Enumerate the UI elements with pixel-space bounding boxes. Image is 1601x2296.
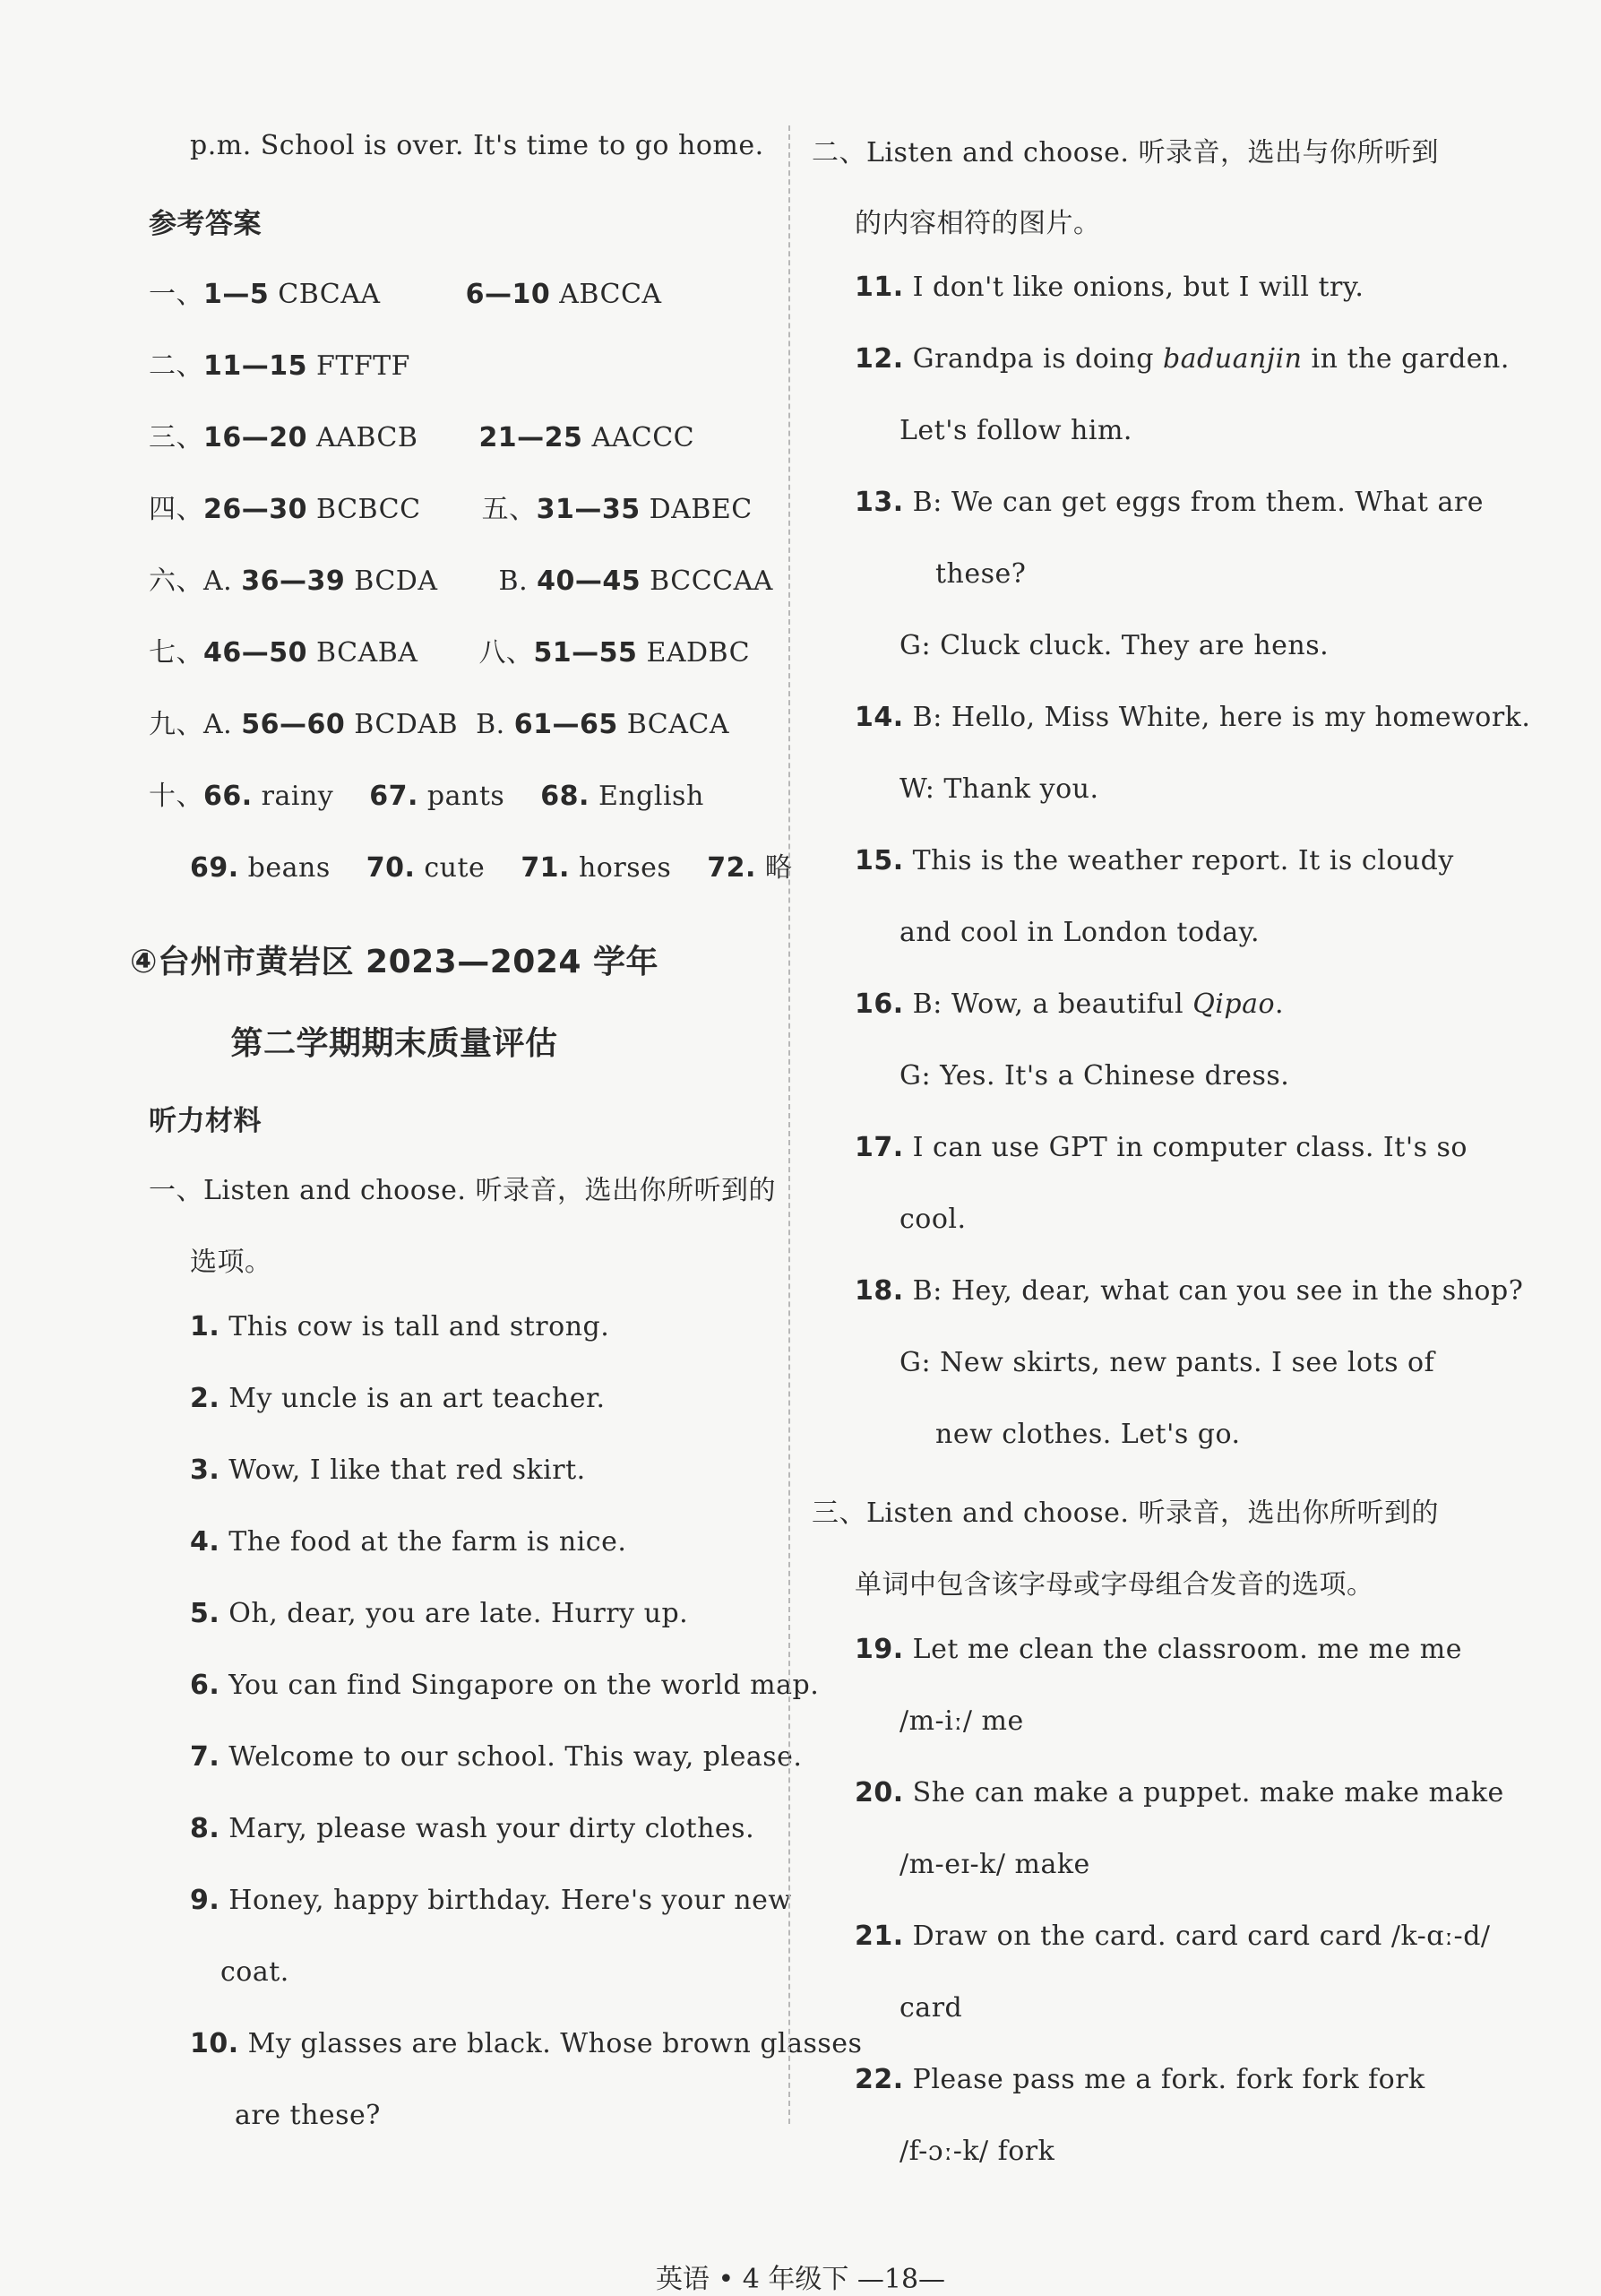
section-2-instruction-cont: 的内容相符的图片。 — [855, 208, 1101, 239]
answer-row: 七、46—50 BCABA 八、51—55 EADBC — [149, 637, 751, 669]
list-item: 15. This is the weather report. It is cloudy — [855, 845, 1454, 876]
list-item-cont: coat. — [220, 1956, 289, 1988]
list-item: 18. B: Hey, dear, what can you see in the shop? — [855, 1275, 1524, 1307]
list-item: 12. Grandpa is doing baduanjin in the garden. — [855, 343, 1510, 375]
list-item-cont: /m-iː/ me — [899, 1705, 1024, 1737]
section-1-instruction-cont: 选项。 — [190, 1247, 272, 1278]
list-item-cont: Let's follow him. — [899, 415, 1132, 446]
list-item: 6. You can find Singapore on the world map. — [190, 1670, 820, 1701]
list-item-cont: are these? — [235, 2100, 381, 2131]
list-item: 2. My uncle is an art teacher. — [190, 1383, 606, 1414]
answer-row: 四、26—30 BCBCC 五、31—35 DABEC — [149, 494, 753, 525]
list-item-cont: /m-eɪ-k/ make — [899, 1849, 1090, 1880]
list-item: 5. Oh, dear, you are late. Hurry up. — [190, 1598, 689, 1629]
list-item-cont: and cool in London today. — [899, 917, 1261, 948]
carry-over-text: p.m. School is over. It's time to go home. — [190, 130, 764, 161]
list-item: 19. Let me clean the classroom. me me me — [855, 1634, 1462, 1665]
exam-title-line-1: ④台州市黄岩区 2023—2024 学年 — [130, 944, 658, 980]
list-item: 8. Mary, please wash your dirty clothes. — [190, 1813, 755, 1844]
list-item: 16. B: Wow, a beautiful Qipao. — [855, 988, 1285, 1020]
list-item: 20. She can make a puppet. make make make — [855, 1777, 1504, 1808]
section-3-instruction: 三、Listen and choose. 听录音，选出你所听到的 — [812, 1498, 1439, 1529]
listening-heading: 听力材料 — [149, 1105, 262, 1137]
list-item-cont: card — [899, 1992, 963, 2024]
list-item: 17. I can use GPT in computer class. It's so — [855, 1132, 1468, 1163]
section-3-instruction-cont: 单词中包含该字母或字母组合发音的选项。 — [855, 1569, 1374, 1601]
exam-title-line-2: 第二学期期末质量评估 — [230, 1025, 558, 1062]
section-2-instruction: 二、Listen and choose. 听录音，选出与你所听到 — [812, 137, 1439, 168]
list-item-cont: G: Yes. It's a Chinese dress. — [899, 1060, 1290, 1092]
list-item-cont: these? — [935, 558, 1027, 590]
answer-row: 十、66. rainy 67. pants 68. English — [149, 781, 704, 812]
list-item: 9. Honey, happy birthday. Here's your new — [190, 1885, 792, 1916]
list-item-cont: cool. — [899, 1204, 967, 1235]
list-item: 13. B: We can get eggs from them. What are — [855, 487, 1484, 518]
page-footer: 英语 • 4 年级下 —18— — [655, 2264, 946, 2295]
answers-heading: 参考答案 — [149, 208, 262, 240]
answer-row: 69. beans 70. cute 71. horses 72. 略 — [190, 852, 793, 884]
list-item: 3. Wow, I like that red skirt. — [190, 1454, 586, 1486]
list-item: 10. My glasses are black. Whose brown glasses — [190, 2028, 863, 2059]
list-item: 21. Draw on the card. card card card /k-ɑː-d/ — [855, 1921, 1491, 1952]
list-item-cont: G: Cluck cluck. They are hens. — [899, 630, 1330, 661]
column-divider — [788, 125, 790, 2124]
answer-row: 二、11—15 FTFTF — [149, 350, 410, 382]
list-item: 4. The food at the farm is nice. — [190, 1526, 627, 1558]
section-1-instruction: 一、Listen and choose. 听录音，选出你所听到的 — [149, 1175, 776, 1206]
list-item-cont: W: Thank you. — [899, 773, 1099, 805]
answer-row: 九、A. 56—60 BCDAB B. 61—65 BCACA — [149, 709, 730, 740]
list-item-cont: G: New skirts, new pants. I see lots of — [899, 1347, 1435, 1378]
list-item: 11. I don't like onions, but I will try. — [855, 272, 1364, 303]
list-item-cont: /f-ɔː-k/ fork — [899, 2136, 1055, 2167]
list-item: 22. Please pass me a fork. fork fork fork — [855, 2064, 1425, 2095]
answer-row: 三、16—20 AABCB 21—25 AACCC — [149, 422, 695, 453]
list-item: 7. Welcome to our school. This way, please. — [190, 1741, 803, 1773]
answer-row: 六、A. 36—39 BCDA B. 40—45 BCCCAA — [149, 565, 773, 597]
list-item-cont: new clothes. Let's go. — [935, 1419, 1241, 1450]
list-item: 14. B: Hello, Miss White, here is my homework. — [855, 702, 1531, 733]
list-item: 1. This cow is tall and strong. — [190, 1311, 610, 1342]
answer-row: 一、1—5 CBCAA 6—10 ABCCA — [149, 279, 662, 310]
